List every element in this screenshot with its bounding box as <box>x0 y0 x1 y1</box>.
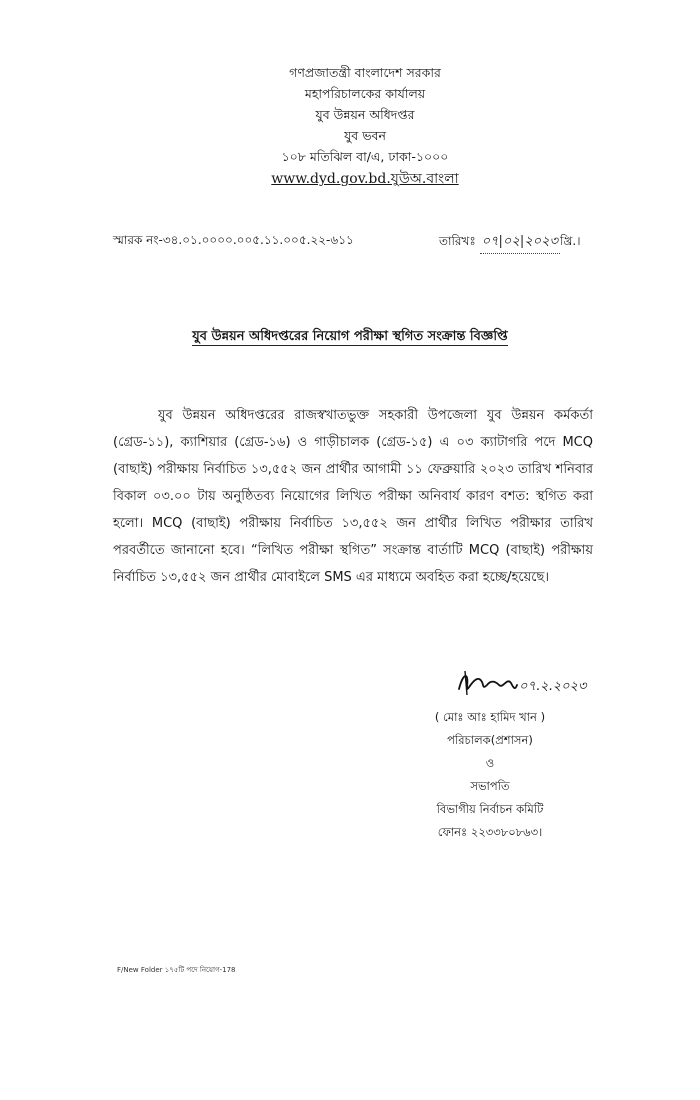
letterhead-office: মহাপরিচালকের কার্যালয় <box>304 86 426 101</box>
signatory-phone: ফোনঃ ২২৩৩৮০৮৬৩। <box>437 825 543 839</box>
signatory-conjunction: ও <box>485 756 495 770</box>
signatory-committee: বিভাগীয় নির্বাচন কমিটি <box>436 802 544 816</box>
date-suffix: খ্রি.। <box>560 234 581 248</box>
signature-date: ০৭.২.২০২৩ <box>519 679 587 694</box>
letterhead-website[interactable]: www.dyd.gov.bd.যুউঅ.বাংলা <box>271 171 459 187</box>
letterhead-government: গণপ্রজাতন্ত্রী বাংলাদেশ সরকার <box>289 65 441 80</box>
memo-number: স্মারক নং-৩৪.০১.০০০০.০০৫.১১.০০৫.২২-৬১১ <box>113 233 354 247</box>
signature <box>455 665 645 705</box>
signatory-role: সভাপতি <box>470 779 510 793</box>
date-block <box>439 232 580 254</box>
letterhead-address: ১০৮ মতিঝিল বা/এ, ঢাকা-১০০০ <box>281 149 449 164</box>
signatory-name: ( মোঃ আঃ হামিদ খান ) <box>434 710 546 724</box>
letterhead <box>200 62 530 190</box>
notice-subject <box>100 327 600 348</box>
date-label: তারিখঃ <box>439 234 476 248</box>
letterhead-department: যুব উন্নয়ন অধিদপ্তর <box>315 107 415 122</box>
subject-text: যুব উন্নয়ন অধিদপ্তরের নিয়োগ পরীক্ষা স্থগিত সংক্রান্ত বিজ্ঞপ্তি <box>192 329 508 344</box>
letterhead-building: যুব ভবন <box>344 128 386 143</box>
notice-body: যুব উন্নয়ন অধিদপ্তরের রাজস্বখাতভুক্ত সহকারী উপজেলা যুব উন্নয়ন কর্মকর্তা (গ্রেড-১১), ক্যাশিয়ার (গ্রেড-১৬) ও গাড়ীচালক (গ্রেড-১৫) এ ০৩ ক্যাটাগরি পদে MCQ (বাছাই) পরীক্ষায় নির্বাচিত ১৩,৫৫২ জন প্রার্থীর আগামী ১১ ফেব্রুয়ারি ২০২৩ তারিখ শনিবার বিকাল ০৩.০০ টায় অনুষ্ঠিতব্য নিয়োগের লিখিত পরীক্ষা অনিবার্য কারণ বশত: স্থগিত করা হলো। MCQ (বাছাই) পরীক্ষায় নির্বাচিত ১৩,৫৫২ জন প্রার্থীর লিখিত পরীক্ষার তারিখ পরবর্তীতে জানানো হবে। “লিখিত পরীক্ষা স্থগিত” সংক্রান্ত বার্তাটি MCQ (বাছাই) পরীক্ষায় নির্বাচিত ১৩,৫৫২ জন প্রার্থীর মোবাইলে SMS এর মাধ্যমে অবহিত করা হচ্ছে/হয়েছে। <box>113 408 593 585</box>
signatory-designation: পরিচালক(প্রশাসন) <box>447 733 533 747</box>
signatory-block <box>385 706 595 844</box>
footer-file-path: F/New Folder ১৭৫টি পদে নিয়োগ-178 <box>117 966 236 974</box>
reference-row <box>113 232 593 252</box>
date-value: ০৭|০২|২০২৩ <box>480 232 560 254</box>
